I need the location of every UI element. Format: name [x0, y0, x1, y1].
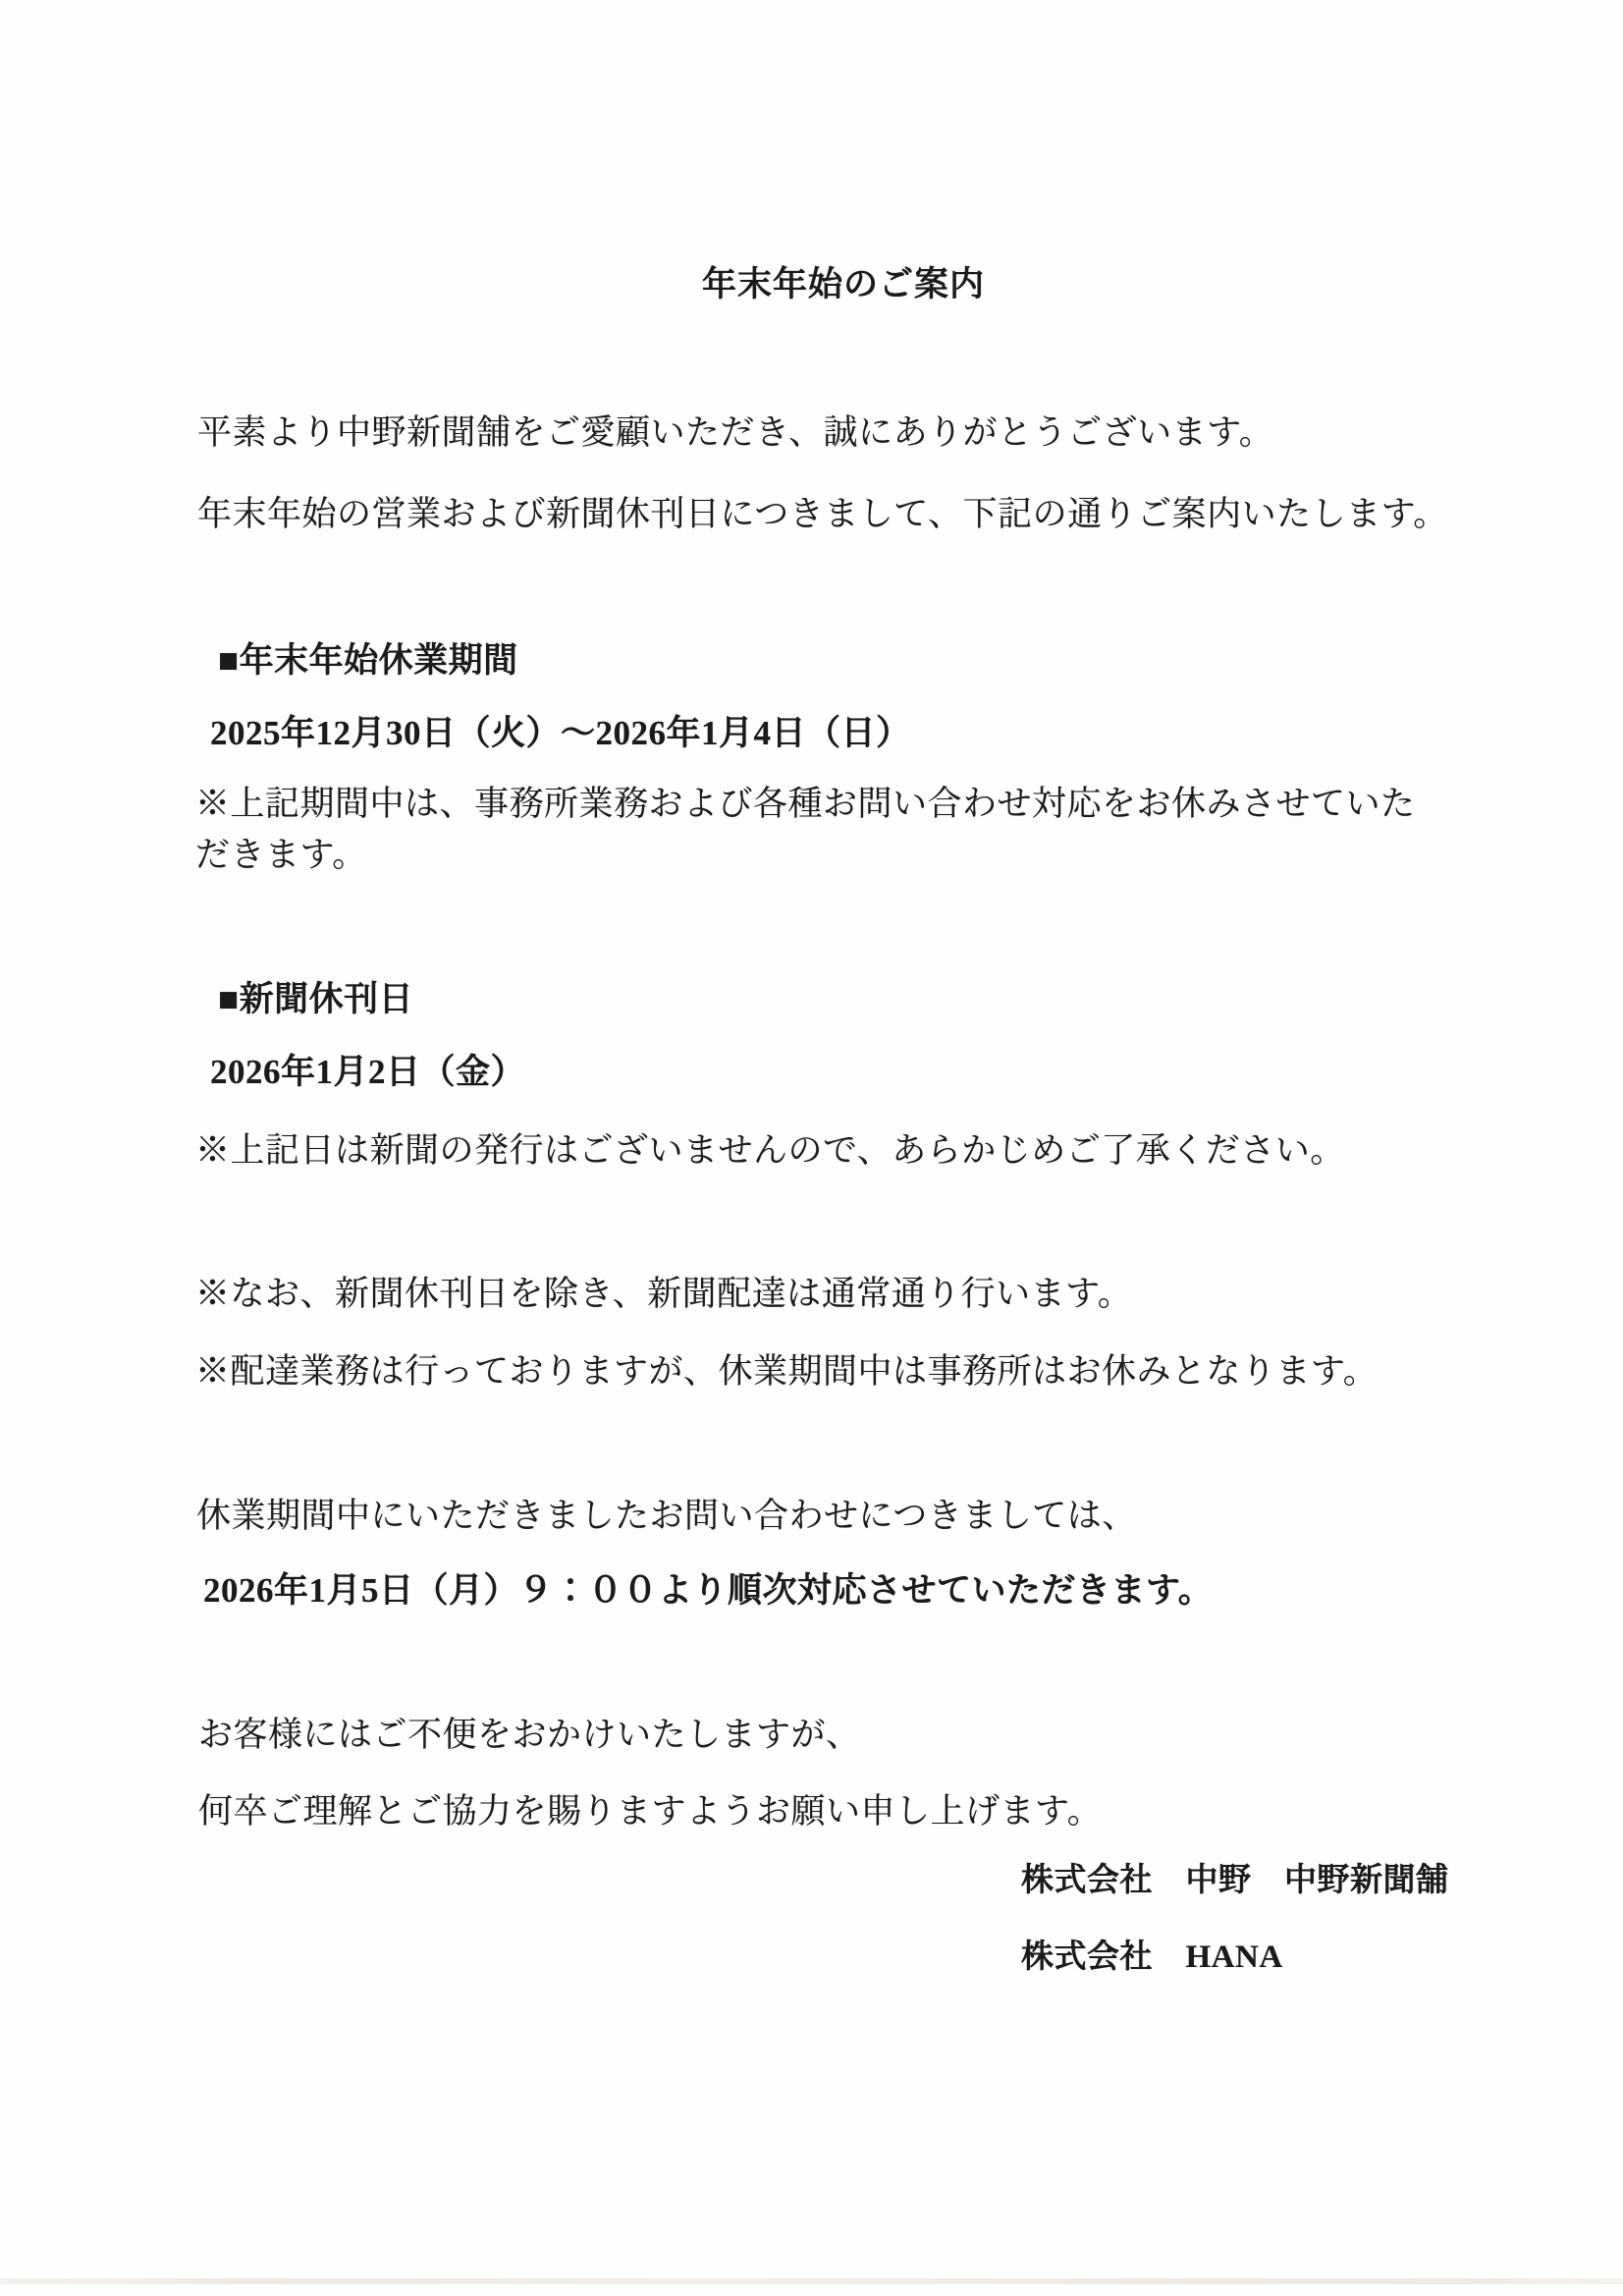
closure-note-line-1: ※上記期間中は、事務所業務および各種お問い合わせ対応をお休みさせていた [195, 785, 1416, 823]
closure-section-heading: ■年末年始休業期間 [218, 641, 518, 680]
closure-note-line-2: だきます。 [195, 836, 367, 874]
inquiry-response-date: 2026年1月5日（月）９：００より順次対応させていただきます。 [203, 1571, 1214, 1610]
inquiry-line-1: 休業期間中にいただきましたお問い合わせにつきましては、 [196, 1497, 1137, 1535]
closing-apology-line: お客様にはご不便をおかけいたしますが、 [198, 1716, 861, 1754]
delivery-note: ※なお、新聞休刊日を除き、新聞配達は通常通り行います。 [195, 1275, 1133, 1313]
document-title: 年末年始のご案内 [702, 265, 986, 303]
closure-period-dates: 2025年12月30日（火）～2026年1月4日（日） [210, 714, 911, 752]
holiday-section-heading: ■新聞休刊日 [218, 980, 414, 1018]
holiday-date: 2026年1月2日（金） [210, 1053, 526, 1091]
closing-request-line: 何卒ご理解とご協力を賜りますようお願い申し上げます。 [198, 1792, 1103, 1831]
office-note: ※配達業務は行っておりますが、休業期間中は事務所はお休みとなります。 [195, 1352, 1379, 1391]
signature-company-2: 株式会社 HANA [1021, 1940, 1283, 1975]
intro-purpose-line: 年末年始の営業および新聞休刊日につきまして、下記の通りご案内いたします。 [197, 495, 1448, 533]
scan-edge-artifact [0, 2278, 1623, 2284]
holiday-note: ※上記日は新聞の発行はございませんので、あらかじめご了承ください。 [195, 1131, 1345, 1170]
intro-greeting-line: 平素より中野新聞舗をご愛顧いただき、誠にありがとうございます。 [197, 413, 1274, 452]
signature-company-1: 株式会社 中野 中野新聞舗 [1021, 1863, 1449, 1898]
